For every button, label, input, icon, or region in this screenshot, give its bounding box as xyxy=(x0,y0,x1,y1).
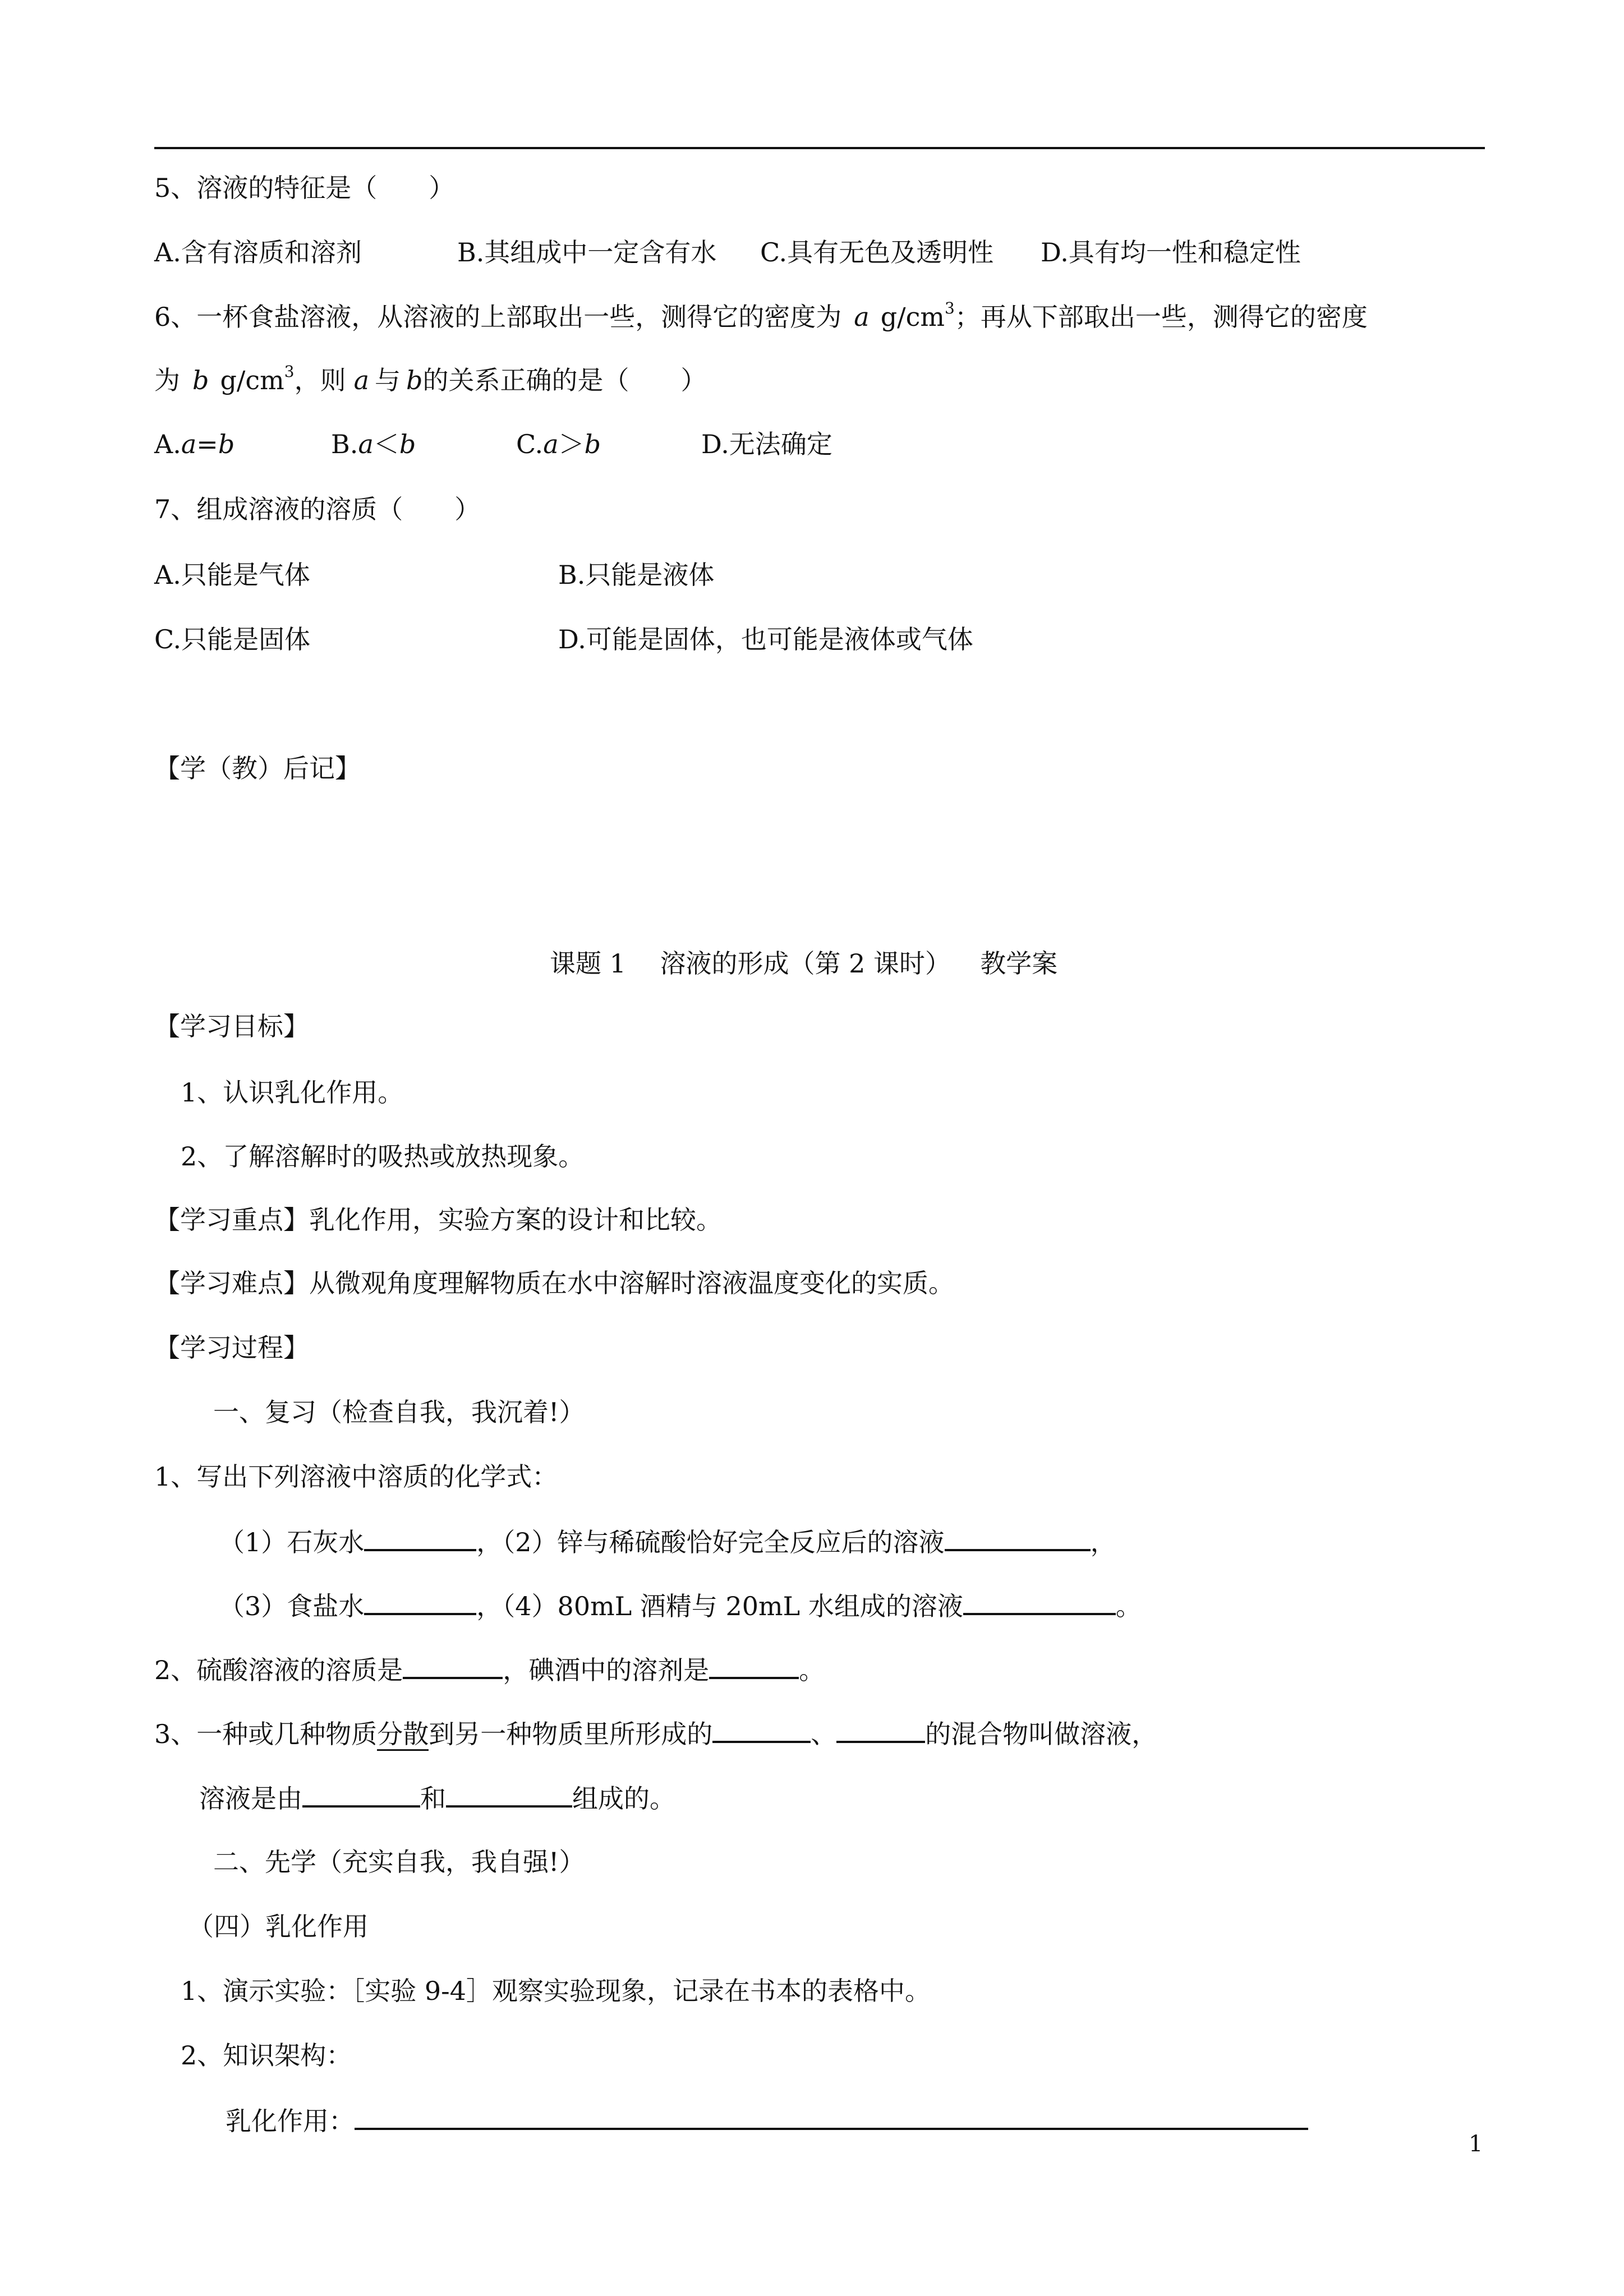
q6-var-a: a xyxy=(854,302,869,332)
objective-item-1: 1、认识乳化作用。 xyxy=(181,1077,404,1108)
emulsification-label: 乳化作用： xyxy=(226,2106,355,2136)
q6-option-a-var-a: a xyxy=(181,429,197,459)
q7-option-d: D.可能是固体，也可能是液体或气体 xyxy=(558,624,973,654)
review-q2 xyxy=(154,1652,825,1687)
q6-option-c-label: C. xyxy=(516,429,544,459)
q6-stem-for: 为 xyxy=(154,365,180,395)
review-q1-line2-end: 。 xyxy=(1115,1591,1142,1621)
q7-option-a: A.只能是气体 xyxy=(154,560,310,590)
review-q3-part3: 的混合物叫做溶液， xyxy=(925,1719,1158,1749)
q6-option-a xyxy=(154,427,234,461)
q6-var-b-2: b xyxy=(406,365,423,395)
objectives-heading: 【学习目标】 xyxy=(154,1011,309,1041)
review-heading: 一、复习（检查自我，我沉着!） xyxy=(213,1397,585,1427)
pre-study-heading: 二、先学（充实自我，我自强!） xyxy=(213,1847,585,1877)
q5-option-b: B.其组成中一定含有水 xyxy=(457,237,717,268)
postscript-heading: 【学（教）后记】 xyxy=(154,753,361,783)
review-q1: 1、写出下列溶液中溶质的化学式： xyxy=(154,1461,558,1492)
review-q3-part2: 到另一种物质里所形成的 xyxy=(429,1719,713,1749)
answer-blank[interactable] xyxy=(364,1588,476,1615)
review-q3-line2-part1: 溶液是由 xyxy=(199,1783,302,1814)
q6-option-a-rel: = xyxy=(196,429,218,459)
demo-experiment: 1、演示实验：［实验 9-4］观察实验现象，记录在书本的表格中。 xyxy=(181,1976,931,2006)
answer-blank[interactable] xyxy=(709,1652,799,1679)
review-q1-line1 xyxy=(219,1524,1116,1559)
q5-stem: 5、溶液的特征是（ ） xyxy=(154,173,455,203)
q7-option-b: B.只能是液体 xyxy=(558,560,715,590)
q6-unit-b-exp: 3 xyxy=(284,362,295,381)
q6-stem-relation: 的关系正确的是（ ） xyxy=(422,365,707,395)
q6-option-d: D.无法确定 xyxy=(701,429,832,459)
q6-option-c-rel: ＞ xyxy=(558,429,585,459)
q6-var-b: b xyxy=(192,365,209,395)
q5-option-d: D.具有均一性和稳定性 xyxy=(1041,237,1301,268)
emulsification-heading: （四）乳化作用 xyxy=(188,1911,369,1942)
q6-option-c-var-b: b xyxy=(584,429,601,459)
review-q3-line1 xyxy=(154,1716,1157,1751)
answer-blank[interactable] xyxy=(403,1652,503,1679)
q6-stem-line1 xyxy=(154,300,1368,334)
header-rule xyxy=(154,147,1485,149)
q6-option-a-var-b: b xyxy=(218,429,235,459)
q6-option-b-var-b: b xyxy=(399,429,416,459)
q6-stem-and: 与 xyxy=(375,365,401,395)
review-q2-part1: 2、硫酸溶液的溶质是 xyxy=(154,1655,403,1685)
q6-option-b-label: B. xyxy=(331,429,358,459)
review-q3-line2 xyxy=(199,1781,675,1815)
review-q3-line2-end: 组成的。 xyxy=(572,1783,675,1814)
emulsification-line xyxy=(226,2103,1308,2138)
review-q1-item2-label: ，（2）锌与稀硫酸恰好完全反应后的溶液 xyxy=(476,1527,945,1557)
answer-blank[interactable] xyxy=(302,1781,420,1808)
focus-line: 【学习重点】乳化作用，实验方案的设计和比较。 xyxy=(154,1205,722,1235)
q6-option-b-var-a: a xyxy=(358,429,374,459)
q5-option-a: A.含有溶质和溶剂 xyxy=(154,237,362,268)
review-q2-end: 。 xyxy=(799,1655,825,1685)
answer-blank[interactable] xyxy=(836,1716,925,1743)
answer-blank[interactable] xyxy=(963,1588,1116,1615)
q6-var-a-2: a xyxy=(353,365,370,395)
review-q1-line1-end: ， xyxy=(1090,1527,1116,1557)
review-q2-part2: ，碘酒中的溶剂是 xyxy=(503,1655,710,1685)
q6-stem-text-2: ；再从下部取出一些，测得它的密度 xyxy=(954,302,1368,332)
q6-stem-line2 xyxy=(154,363,707,397)
q6-option-c-var-a: a xyxy=(543,429,559,459)
review-q1-item1-label: （1）石灰水 xyxy=(219,1527,365,1557)
lesson-title: 课题 1 溶液的形成（第 2 课时） 教学案 xyxy=(550,948,1058,979)
q7-stem: 7、组成溶液的溶质（ ） xyxy=(154,494,481,524)
review-q3-underlined: 分散 xyxy=(377,1719,429,1751)
answer-blank[interactable] xyxy=(355,2103,1308,2130)
review-q3-sep: 、 xyxy=(811,1719,837,1749)
review-q1-item3-label: （3）食盐水 xyxy=(219,1591,365,1621)
answer-blank[interactable] xyxy=(364,1524,476,1551)
q7-option-c: C.只能是固体 xyxy=(154,624,311,654)
difficulty-line: 【学习难点】从微观角度理解物质在水中溶解时溶液温度变化的实质。 xyxy=(154,1268,954,1298)
q5-option-c: C.具有无色及透明性 xyxy=(760,237,994,268)
q6-option-b xyxy=(331,427,416,461)
answer-blank[interactable] xyxy=(712,1716,811,1743)
q6-stem-text: 6、一杯食盐溶液，从溶液的上部取出一些，测得它的密度为 xyxy=(154,302,842,332)
q6-option-c xyxy=(516,427,601,461)
q6-unit-a-exp: 3 xyxy=(945,299,955,317)
answer-blank[interactable] xyxy=(945,1524,1091,1551)
q6-stem-then: ，则 xyxy=(294,365,346,395)
review-q1-line2 xyxy=(219,1588,1142,1623)
page-number: 1 xyxy=(1469,2131,1483,2157)
q6-unit-a: g/cm xyxy=(880,302,945,332)
review-q1-item4-label: ，（4）80mL 酒精与 20mL 水组成的溶液 xyxy=(476,1591,963,1621)
answer-blank[interactable] xyxy=(446,1781,572,1808)
q6-unit-b: g/cm xyxy=(220,365,284,395)
q6-option-b-rel: ＜ xyxy=(373,429,399,459)
review-q3-line2-and: 和 xyxy=(420,1783,446,1814)
process-heading: 【学习过程】 xyxy=(154,1333,309,1363)
objective-item-2: 2、了解溶解时的吸热或放热现象。 xyxy=(181,1141,585,1172)
knowledge-framework: 2、知识架构： xyxy=(181,2040,352,2071)
q6-option-a-label: A. xyxy=(154,429,181,459)
review-q3-part1: 3、一种或几种物质 xyxy=(154,1719,378,1749)
